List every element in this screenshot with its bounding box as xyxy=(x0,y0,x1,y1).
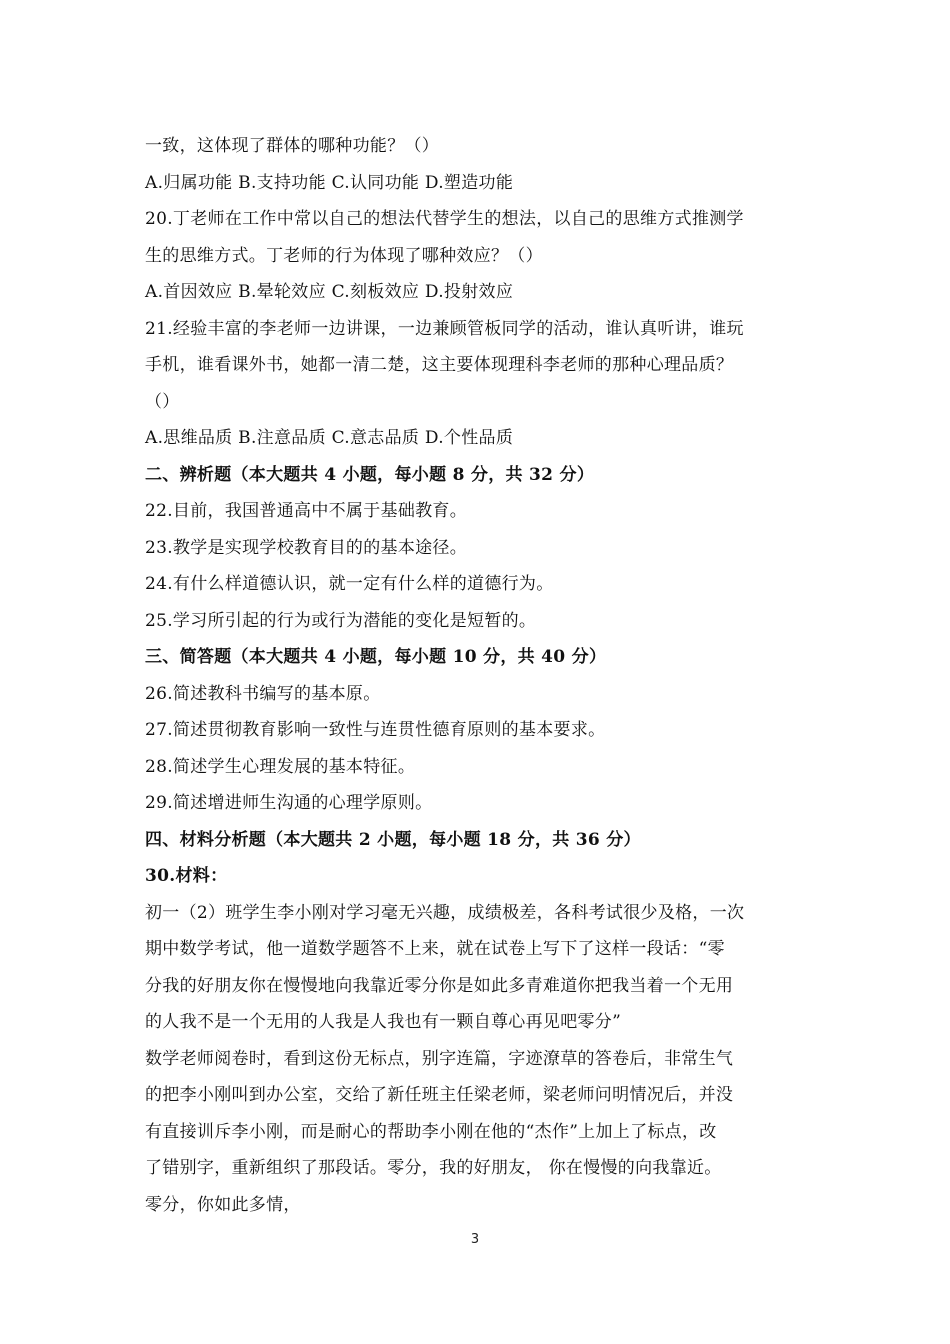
answer-options: A.首因效应 B.晕轮效应 C.刻板效应 D.投射效应 xyxy=(145,282,514,302)
question-21: 21.经验丰富的李老师一边讲课，一边兼顾管板同学的活动，谁认真听讲，谁玩 xyxy=(145,318,744,339)
question-22: 22.目前，我国普通高中不属于基础教育。 xyxy=(145,501,468,521)
material-paragraph-line: 期中数学考试，他一道数学题答不上来，就在试卷上写下了这样一段话：“零 xyxy=(145,939,725,959)
material-paragraph-line: 的把李小刚叫到办公室，交给了新任班主任梁老师，梁老师问明情况后，并没 xyxy=(145,1085,734,1105)
material-paragraph-line: 了错别字，重新组织了那段话。零分，我的好朋友， 你在慢慢的向我靠近。 xyxy=(145,1158,722,1178)
question-29: 29.简述增进师生沟通的心理学原则。 xyxy=(145,793,433,813)
page-number: 3 xyxy=(470,1232,480,1247)
question-27: 27.简述贯彻教育影响一致性与连贯性德育原则的基本要求。 xyxy=(145,720,606,740)
question-24: 24.有什么样道德认识，就一定有什么样的道德行为。 xyxy=(145,574,554,594)
answer-options: A.归属功能 B.支持功能 C.认同功能 D.塑造功能 xyxy=(145,172,514,193)
material-paragraph-line: 分我的好朋友你在慢慢地向我靠近零分你是如此多青难道你把我当着一个无用 xyxy=(145,975,734,996)
material-paragraph-line: 数学老师阅卷时，看到这份无标点，别字连篇，字迹潦草的答卷后，非常生气 xyxy=(145,1048,734,1069)
text-line: 一致，这体现了群体的哪种功能？（） xyxy=(145,136,440,156)
material-paragraph-line: 初一（2）班学生李小刚对学习毫无兴趣，成绩极差，各科考试很少及格，一次 xyxy=(145,902,745,923)
section-heading-short-answer: 三、简答题（本大题共 4 小题，每小题 10 分，共 40 分） xyxy=(145,647,607,667)
question-25: 25.学习所引起的行为或行为潜能的变化是短暂的。 xyxy=(145,610,537,631)
text-line: 手机，谁看课外书，她都一清二楚，这主要体现理科李老师的那种心理品质？ xyxy=(145,355,734,375)
section-heading-analysis: 二、辨析题（本大题共 4 小题，每小题 8 分，共 32 分） xyxy=(145,464,595,485)
answer-options: A.思维品质 B.注意品质 C.意志品质 D.个性品质 xyxy=(145,428,514,448)
question-26: 26.简述教科书编写的基本原。 xyxy=(145,683,381,704)
document-body xyxy=(145,128,815,1223)
question-20: 20.丁老师在工作中常以自己的想法代替学生的想法，以自己的思维方式推测学 xyxy=(145,209,744,229)
text-line: 生的思维方式。丁老师的行为体现了哪种效应？（） xyxy=(145,245,543,266)
material-paragraph-line: 的人我不是一个无用的人我是人我也有一颗自尊心再见吧零分” xyxy=(145,1012,622,1032)
question-28: 28.简述学生心理发展的基本特征。 xyxy=(145,756,416,777)
material-paragraph-line: 有直接训斥李小刚，而是耐心的帮助李小刚在他的“杰作”上加上了标点，改 xyxy=(145,1121,717,1142)
question-30-heading: 30.材料： xyxy=(145,866,228,886)
section-heading-material-analysis: 四、材料分析题（本大题共 2 小题，每小题 18 分，共 36 分） xyxy=(145,829,641,850)
question-23: 23.教学是实现学校教育目的的基本途径。 xyxy=(145,537,468,558)
material-paragraph-line: 零分，你如此多情， xyxy=(145,1194,301,1215)
text-line: （） xyxy=(145,391,180,412)
